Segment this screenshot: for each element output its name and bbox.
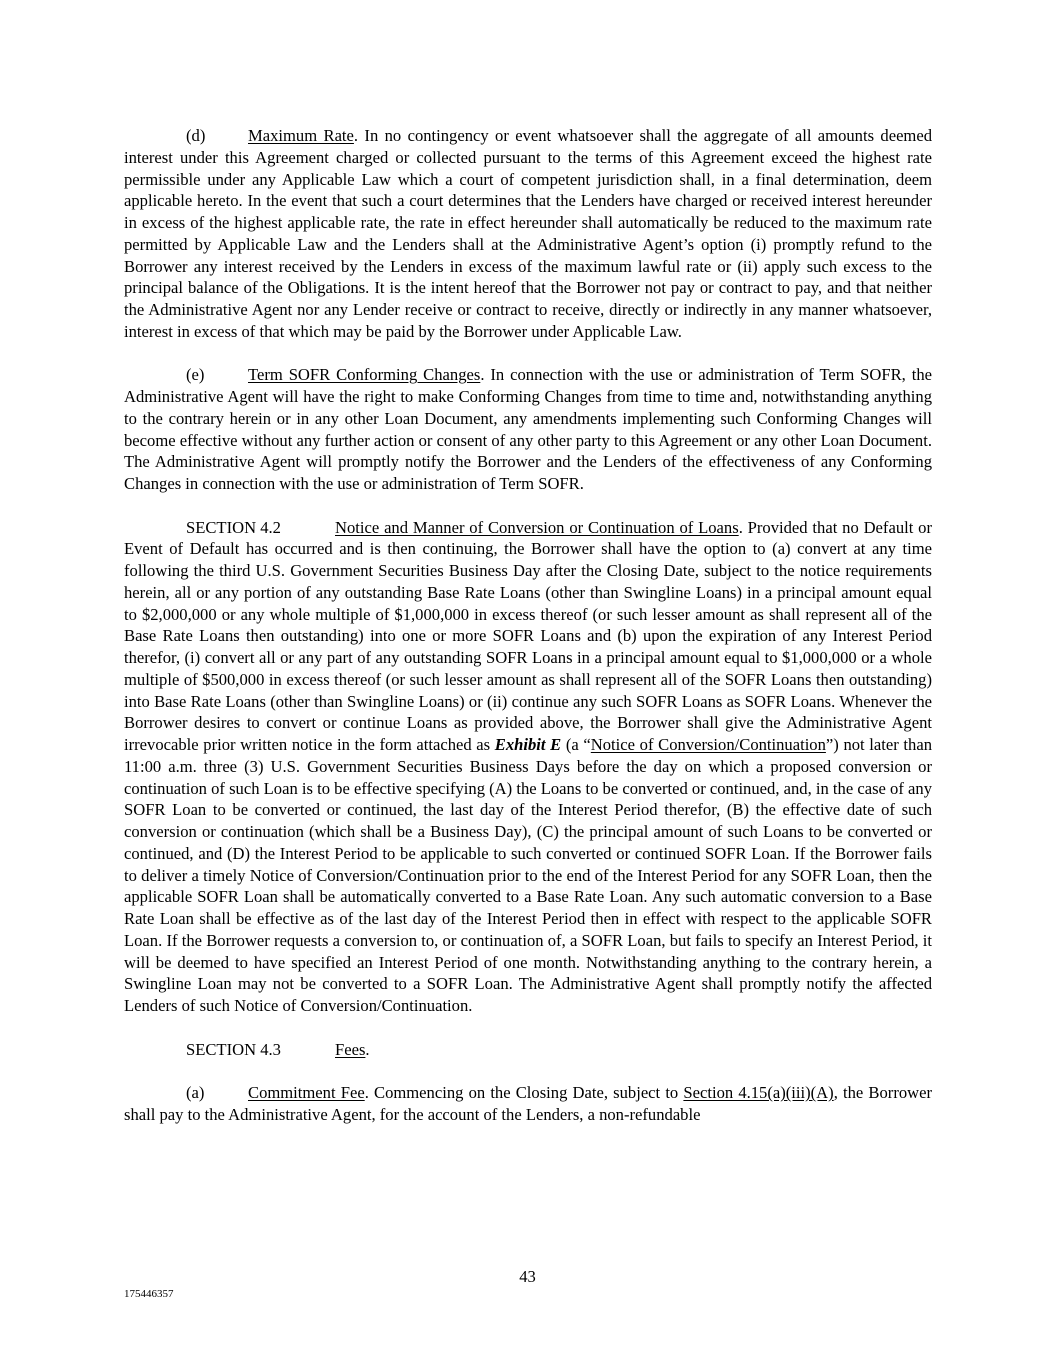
paragraph-a-text-a: . Commencing on the Closing Date, subject to [364, 1083, 684, 1102]
section-4-2-heading: Notice and Manner of Conversion or Continuation of Loans [335, 517, 739, 537]
paragraph-d-text: . In no contingency or event whatsoever shall the aggregate of all amounts deemed interest under this Agreement charged or collected pursuant to the terms of this Agreement exceed the highest rate permissible under any Applicable Law which a court of competent jurisdiction shall, in a final determination, deem applicable hereto. In the event that such a court determines that the Lenders have charged or received interest hereunder in excess of the highest applicable rate, the rate in effect hereunder shall automatically be reduced to the maximum rate permitted by Applicable Law and the Lenders shall at the Administrative Agent’s option (i) promptly refund to the Borrower any interest received by the Lenders in excess of the maximum lawful rate or (ii) apply such excess to the principal balance of the Obligations. It is the intent hereof that the Borrower not pay or contract to pay, and that neither the Administrative Agent nor any Lender receive or contract to receive, directly or indirectly in any manner whatsoever, interest in excess of that which may be paid by the Borrower under Applicable Law. [124, 126, 932, 341]
paragraph-a [124, 1082, 932, 1126]
section-4-2-text-c: ”) not later than 11:00 a.m. three (3) U.S. Government Securities Business Days before the day on which a proposed conversion or continuation of such Loan is to be effective specifying (A) the Loans to be converted or continued, and, in the case of any SOFR Loan to be converted or continued, the last day of the Interest Period therefor, (B) the effective date of such conversion or continuation (which shall be a Business Day), (C) the principal amount of such Loans to be converted or continued, and (D) the Interest Period to be applicable to such converted or continued SOFR Loan. If the Borrower fails to deliver a timely Notice of Conversion/Continuation prior to the end of the Interest Period for any SOFR Loan, then the applicable SOFR Loan shall be automatically converted to a Base Rate Loan. Any such automatic conversion to a Base Rate Loan shall be effective as of the last day of the Interest Period then in effect with respect to the applicable SOFR Loan. If the Borrower requests a conversion to, or continuation of, a SOFR Loan, but fails to specify an Interest Period, it will be deemed to have specified an Interest Period of one month. Notwithstanding anything to the contrary herein, a Swingline Loan may not be converted to a SOFR Loan. The Administrative Agent shall promptly notify the affected Lenders of such Notice of Conversion/Continuation. [124, 735, 932, 1015]
exhibit-e-reference: Exhibit E [494, 735, 562, 754]
section-reference-4-15: Section 4.15(a)(iii)(A) [683, 1083, 834, 1102]
paragraph-e-marker: (e) [186, 365, 205, 385]
paragraph-d [124, 125, 932, 343]
paragraph-a-text-b: , the Borrower shall pay to the Administrative Agent, for the account of the Lenders, a non-refundable [124, 1083, 933, 1124]
page-number: 43 [519, 1267, 536, 1286]
section-4-2-text-b: (a “ [561, 735, 591, 754]
paragraph-a-marker: (a) [186, 1083, 205, 1102]
section-4-3-label: SECTION 4.3 [186, 1039, 281, 1059]
document-page [124, 125, 932, 1126]
paragraph-e-text: . In connection with the use or administration of Term SOFR, the Administrative Agent will have the right to make Conforming Changes from time to time and, notwithstanding anything to the contrary herein or in any other Loan Document, any amendments implementing such Conforming Changes will become effective without any further action or consent of any other party to this Agreement or any other Loan Document. The Administrative Agent will promptly notify the Borrower and the Lenders of the effectiveness of any Conforming Changes in connection with the use or administration of Term SOFR. [124, 365, 932, 493]
section-4-3-heading: Fees [335, 1039, 366, 1059]
paragraph-a-heading: Commitment Fee [248, 1083, 365, 1102]
paragraph-d-marker: (d) [186, 126, 206, 145]
defined-term-notice-of-conversion: Notice of Conversion/Continuation [590, 735, 826, 754]
paragraph-e-heading: Term SOFR Conforming Changes [248, 365, 481, 385]
section-4-2-text-a: . Provided that no Default or Event of Default has occurred and is then continuing, the Borrower shall have the option to (a) convert at any time following the third U.S. Government Securities Business Day after the Closing Date, subject to the notice requirements herein, all or any portion of any outstanding Base Rate Loans (other than Swingline Loans) in a principal amount equal to $2,000,000 or any whole multiple of $1,000,000 in excess thereof (or such lesser amount as shall represent all of the Base Rate Loans then outstanding) into one or more SOFR Loans and (b) upon the expiration of any Interest Period therefor, (i) convert all or any part of any outstanding SOFR Loans in a principal amount equal to $1,000,000 or a whole multiple of $500,000 in excess thereof (or such lesser amount as shall represent all of the SOFR Loans then outstanding) into Base Rate Loans (other than Swingline Loans) or (ii) continue any such SOFR Loans as SOFR Loans. Whenever the Borrower desires to convert or continue Loans as provided above, the Borrower shall give the Administrative Agent irrevocable prior written notice in the form attached as [124, 517, 932, 754]
section-4-3 [124, 1039, 932, 1061]
document-id: 175446357 [124, 1288, 174, 1300]
section-4-2 [124, 517, 932, 1017]
paragraph-e [124, 364, 932, 495]
section-4-3-period: . [365, 1039, 370, 1059]
paragraph-d-heading: Maximum Rate [248, 126, 354, 145]
section-4-2-label: SECTION 4.2 [186, 517, 281, 537]
